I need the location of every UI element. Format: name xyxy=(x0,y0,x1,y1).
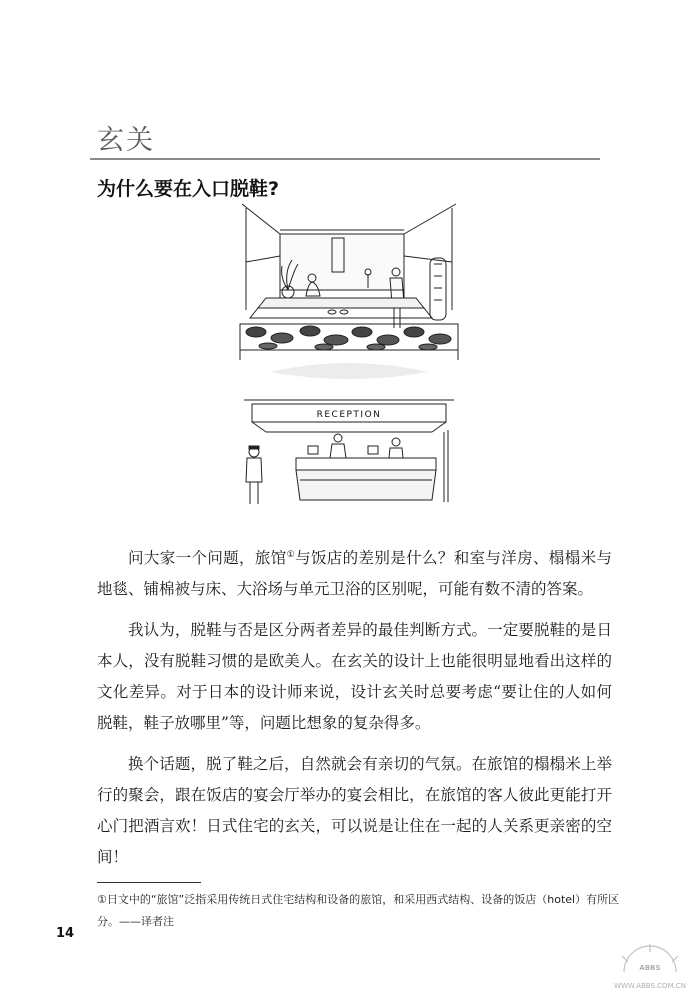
footnote-divider xyxy=(97,882,201,883)
paragraph-2: 我认为，脱鞋与否是区分两者差异的最佳判断方式。一定要脱鞋的是日本人，没有脱鞋习惯的是欧美人。在玄关的设计上也能很明显地看出这样的文化差异。对于日本的设计师来说，设计玄关时总要考虑“要让住的人如何脱鞋，鞋子放哪里”等，问题比想象的复杂得多。 xyxy=(97,621,612,733)
footnote: ①日文中的“旅馆”泛指采用传统日式住宅结构和设备的旅馆，和采用西式结构、设备的饭店（hotel）有所区分。——译者注 xyxy=(97,893,620,928)
chapter-title: 玄关 xyxy=(97,125,155,156)
paragraph-1-before-ref: 问大家一个问题，旅馆 xyxy=(128,549,287,568)
paragraph-1-after-ref: 与饭店的差别是什么？和室与洋房、榻榻米与地毯、铺棉被与床、大浴场与单元卫浴的区别呢，可能有数不清的答案。 xyxy=(97,549,612,599)
section-title: 为什么要在入口脱鞋? xyxy=(97,178,280,200)
watermark-logo xyxy=(604,938,696,1000)
body-text xyxy=(97,540,612,883)
paragraph-3: 换个话题，脱了鞋之后，自然就会有亲切的气氛。在旅馆的榻榻米上举行的聚会，跟在饭店的宴会厅举办的宴会相比，在旅馆的客人彼此更能打开心门把酒言欢！日式住宅的玄关，可以说是让住在一起的人关系更亲密的空间！ xyxy=(97,755,612,867)
entrance-illustration xyxy=(236,200,462,506)
watermark-brand: ABBS xyxy=(639,964,661,972)
watermark-url: WWW.ABBS.COM.CN xyxy=(614,982,686,990)
chapter-divider xyxy=(90,158,600,160)
reception-sign-text: RECEPTION xyxy=(316,410,382,420)
page-number: 14 xyxy=(56,926,75,941)
paragraph-1 xyxy=(97,540,612,615)
footnote-reference[interactable]: ① xyxy=(286,550,296,560)
